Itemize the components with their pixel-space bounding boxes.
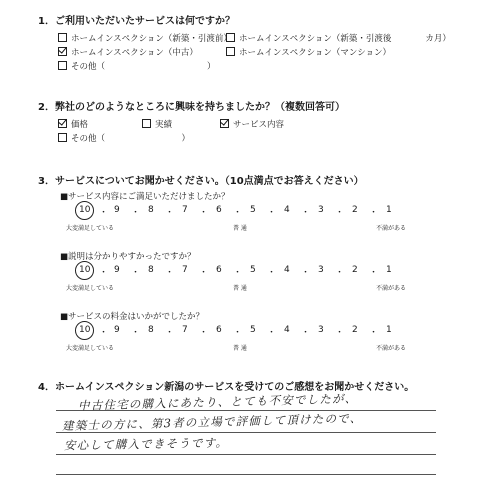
rating-option-4[interactable]: 4 — [284, 205, 290, 215]
rating-option-2[interactable]: 2 — [352, 265, 358, 275]
q2-option-record[interactable]: 実績 — [142, 118, 172, 130]
rating-question: ■サービスの料金はいかがでしたか？ — [60, 312, 205, 322]
scale-separator: ・ — [199, 328, 209, 338]
checkbox[interactable] — [142, 119, 151, 128]
checkbox-checked[interactable] — [58, 47, 67, 56]
scale-high-label: 不満がある — [376, 225, 407, 232]
rating-option-2[interactable]: 2 — [352, 205, 358, 215]
scale-separator: ・ — [267, 328, 277, 338]
scale-separator: ・ — [99, 328, 109, 338]
handwritten-line-3: 安心して購入できそうです。 — [63, 435, 229, 453]
checkbox[interactable] — [226, 33, 235, 42]
rating-option-1[interactable]: 1 — [386, 325, 392, 335]
q1-option-used[interactable]: ホームインスペクション（中古） — [58, 46, 198, 58]
q1-option-other[interactable]: その他（ ） — [58, 60, 216, 72]
scale-separator: ・ — [335, 268, 345, 278]
scale-separator: ・ — [199, 268, 209, 278]
rating-option-10[interactable]: 10 — [79, 265, 91, 275]
rating-question: ■サービス内容にご満足いただけましたか？ — [60, 192, 230, 202]
rating-option-5[interactable]: 5 — [250, 265, 256, 275]
rating-option-10[interactable]: 10 — [79, 205, 91, 215]
rating-option-4[interactable]: 4 — [284, 325, 290, 335]
scale-separator: ・ — [233, 208, 243, 218]
rating-option-8[interactable]: 8 — [148, 205, 154, 215]
scale-separator: ・ — [131, 268, 141, 278]
scale-separator: ・ — [131, 328, 141, 338]
rating-option-3[interactable]: 3 — [318, 265, 324, 275]
scale-high-label: 不満がある — [376, 345, 407, 352]
rating-option-4[interactable]: 4 — [284, 265, 290, 275]
q1-title: 1．ご利用いただいたサービスは何ですか？ — [38, 16, 235, 27]
checkbox[interactable] — [58, 133, 67, 142]
scale-separator: ・ — [301, 268, 311, 278]
rating-question: ■説明は分かりやすかったですか？ — [60, 252, 196, 262]
answer-line — [56, 454, 436, 455]
rating-option-8[interactable]: 8 — [148, 325, 154, 335]
q2-title: 2．弊社のどのようなところに興味を持ちましたか？（複数回答可） — [38, 102, 345, 113]
rating-option-7[interactable]: 7 — [182, 325, 188, 335]
scale-separator: ・ — [165, 268, 175, 278]
q1-option-new-before[interactable]: ホームインスペクション（新築・引渡前） — [58, 32, 232, 44]
rating-option-6[interactable]: 6 — [216, 265, 222, 275]
scale-separator: ・ — [99, 268, 109, 278]
rating-option-3[interactable]: 3 — [318, 325, 324, 335]
rating-option-6[interactable]: 6 — [216, 325, 222, 335]
scale-separator: ・ — [301, 328, 311, 338]
selected-circle — [75, 201, 94, 220]
scale-low-label: 大変満足している — [66, 225, 115, 232]
q2-option-price[interactable]: 価格 — [58, 118, 88, 130]
scale-low-label: 大変満足している — [66, 345, 115, 352]
scale-separator: ・ — [301, 208, 311, 218]
q1-option-mansion[interactable]: ホームインスペクション（マンション） — [226, 46, 391, 58]
rating-option-6[interactable]: 6 — [216, 205, 222, 215]
scale-separator: ・ — [335, 208, 345, 218]
q2-option-other[interactable]: その他（ ） — [58, 132, 190, 144]
q3-title: 3．サービスについてお聞かせください。（10点満点でお答えください） — [38, 176, 364, 187]
scale-separator: ・ — [369, 328, 379, 338]
scale-mid-label: 普 通 — [233, 225, 247, 232]
handwritten-line-2: 建築士の方に、第3者の立場で評価して頂けたので、 — [61, 411, 363, 433]
scale-mid-label: 普 通 — [233, 285, 247, 292]
rating-option-5[interactable]: 5 — [250, 205, 256, 215]
selected-circle — [75, 321, 94, 340]
scale-low-label: 大変満足している — [66, 285, 115, 292]
checkbox-checked[interactable] — [220, 119, 229, 128]
rating-option-9[interactable]: 9 — [114, 205, 120, 215]
selected-circle — [75, 261, 94, 280]
rating-option-7[interactable]: 7 — [182, 205, 188, 215]
scale-separator: ・ — [165, 328, 175, 338]
scale-separator: ・ — [267, 208, 277, 218]
checkbox-checked[interactable] — [58, 119, 67, 128]
rating-option-8[interactable]: 8 — [148, 265, 154, 275]
scale-separator: ・ — [199, 208, 209, 218]
checkbox[interactable] — [58, 33, 67, 42]
rating-option-7[interactable]: 7 — [182, 265, 188, 275]
scale-separator: ・ — [131, 208, 141, 218]
rating-option-5[interactable]: 5 — [250, 325, 256, 335]
rating-option-9[interactable]: 9 — [114, 265, 120, 275]
scale-separator: ・ — [233, 328, 243, 338]
scale-separator: ・ — [165, 208, 175, 218]
checkbox[interactable] — [226, 47, 235, 56]
rating-option-2[interactable]: 2 — [352, 325, 358, 335]
rating-option-10[interactable]: 10 — [79, 325, 91, 335]
scale-high-label: 不満がある — [376, 285, 407, 292]
scale-mid-label: 普 通 — [233, 345, 247, 352]
scale-separator: ・ — [233, 268, 243, 278]
checkbox[interactable] — [58, 61, 67, 70]
rating-option-9[interactable]: 9 — [114, 325, 120, 335]
scale-separator: ・ — [335, 328, 345, 338]
q2-option-service[interactable]: サービス内容 — [220, 118, 284, 130]
scale-separator: ・ — [369, 268, 379, 278]
rating-option-3[interactable]: 3 — [318, 205, 324, 215]
q1-option-new-after[interactable]: ホームインスペクション（新築・引渡後 カ月） — [226, 32, 451, 44]
scale-separator: ・ — [99, 208, 109, 218]
answer-line — [56, 474, 436, 475]
q4-title: 4．ホームインスペクション新潟のサービスを受けてのご感想をお聞かせください。 — [38, 382, 415, 393]
rating-option-1[interactable]: 1 — [386, 205, 392, 215]
rating-option-1[interactable]: 1 — [386, 265, 392, 275]
scale-separator: ・ — [369, 208, 379, 218]
handwritten-line-1: 中古住宅の購入にあたり、とても不安でしたが、 — [77, 391, 358, 413]
scale-separator: ・ — [267, 268, 277, 278]
